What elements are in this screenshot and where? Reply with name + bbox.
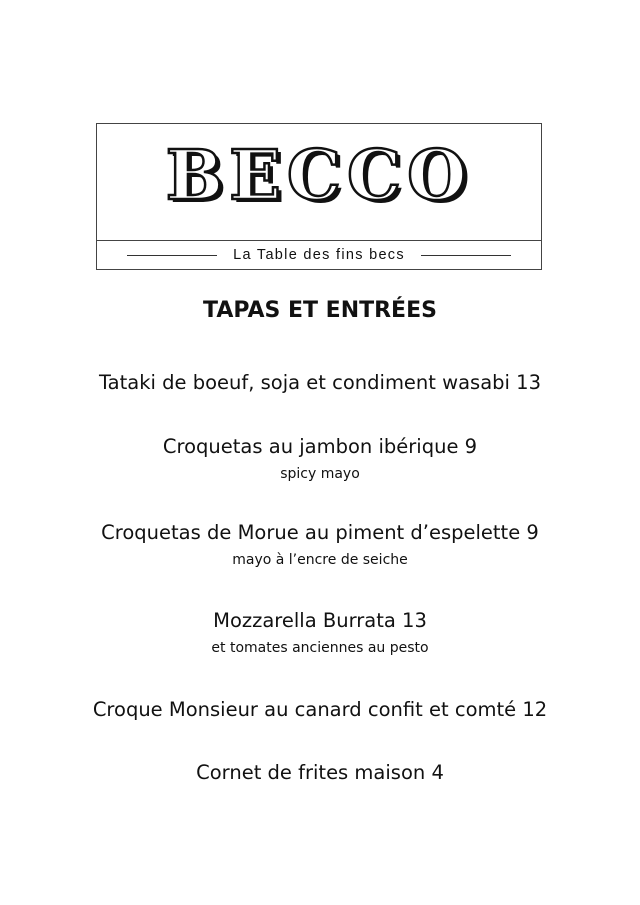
menu-item-price: 9	[526, 521, 539, 544]
menu-item-name: Mozzarella Burrata	[213, 609, 396, 632]
menu-item-description: mayo à l’encre de seiche	[232, 552, 408, 568]
menu-item-line	[0, 434, 640, 460]
tagline-row	[127, 242, 511, 268]
menu-item-name: Croquetas de Morue au piment d’espelette	[101, 521, 521, 544]
menu-item-tataki	[0, 370, 640, 396]
logo-divider	[97, 240, 541, 241]
logo-box	[96, 123, 542, 270]
menu-item-croquetas-morue	[0, 520, 640, 570]
menu-item-line	[0, 370, 640, 396]
menu-item-name: Croquetas au jambon ibérique	[162, 435, 459, 458]
menu-item-description: spicy mayo	[280, 466, 360, 482]
menu-item-line	[0, 608, 640, 634]
logo-wordmark: BECCO	[165, 136, 473, 216]
menu-item-line	[0, 697, 640, 723]
menu-item-price: 12	[522, 698, 548, 721]
menu-item-croque-monsieur	[0, 697, 640, 723]
menu-item-cornet-frites	[0, 760, 640, 786]
menu-item-line	[0, 760, 640, 786]
menu-item-name: Tataki de boeuf, soja et condiment wasabi	[99, 371, 510, 394]
tagline-rule-left	[127, 255, 217, 256]
menu-item-price: 4	[431, 761, 444, 784]
section-title: TAPAS ET ENTRÉES	[203, 298, 437, 323]
menu-item-line	[0, 520, 640, 546]
menu-item-price: 13	[516, 371, 541, 394]
tagline: La Table des fins becs	[233, 247, 405, 263]
menu-item-croquetas-jambon	[0, 434, 640, 484]
tagline-rule-right	[421, 255, 511, 256]
menu-item-description: et tomates anciennes au pesto	[211, 640, 429, 656]
menu-item-price: 13	[402, 609, 427, 632]
menu-item-price: 9	[464, 435, 478, 458]
menu-item-name: Croque Monsieur au canard confit et comté	[92, 698, 517, 721]
menu-item-name: Cornet de frites maison	[196, 761, 426, 784]
menu-item-burrata	[0, 608, 640, 658]
